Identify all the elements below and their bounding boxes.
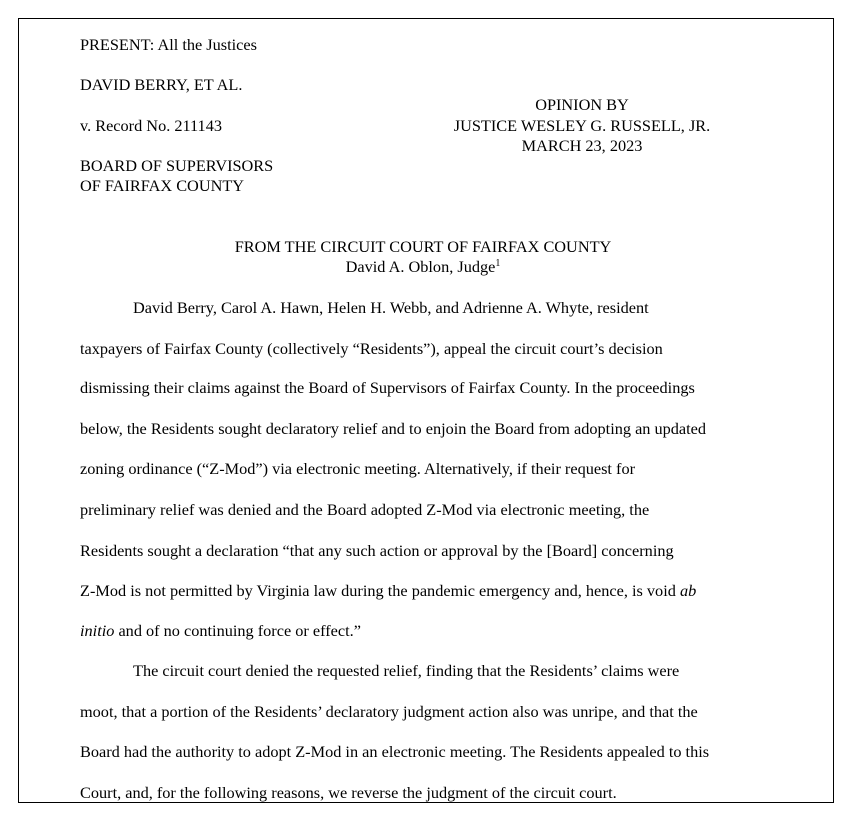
paragraph-2-line-3: Board had the authority to adopt Z-Mod in an electronic meeting. The Residents appealed to this (80, 742, 710, 761)
latin-initio: initio (80, 621, 115, 640)
paragraph-1-line-7: Residents sought a declaration “that any such action or approval by the [Board] concerning (80, 541, 674, 560)
present-line: PRESENT: All the Justices (80, 35, 257, 54)
paragraph-1-line-5: zoning ordinance (“Z-Mod”) via electronic meeting. Alternatively, if their request for (80, 459, 636, 478)
paragraph-1-line-6: preliminary relief was denied and the Board adopted Z-Mod via electronic meeting, the (80, 500, 650, 519)
record-number: v. Record No. 211143 (80, 116, 222, 135)
paragraph-2-line-2: moot, that a portion of the Residents’ declaratory judgment action also was unripe, and that the (80, 702, 698, 721)
paragraph-2-line-4: Court, and, for the following reasons, we reverse the judgment of the circuit court. (80, 783, 617, 802)
paragraph-1-line-9 (80, 621, 361, 641)
paragraph-1-line-8-text: Z-Mod is not permitted by Virginia law during the pandemic emergency and, hence, is void (80, 581, 680, 600)
paragraph-1-line-3: dismissing their claims against the Board of Supervisors of Fairfax County. In the proceedings (80, 378, 695, 397)
opinion-date: MARCH 23, 2023 (521, 136, 643, 155)
opinion-by-label: OPINION BY (535, 95, 629, 114)
appellant-name: DAVID BERRY, ET AL. (80, 75, 243, 94)
latin-ab: ab (679, 581, 697, 600)
paragraph-1-line-4: below, the Residents sought declaratory relief and to enjoin the Board from adopting an updated (80, 419, 707, 438)
justice-name: JUSTICE WESLEY G. RUSSELL, JR. (453, 116, 711, 135)
appellee-name-line2: OF FAIRFAX COUNTY (80, 176, 245, 195)
footnote-marker[interactable]: 1 (495, 258, 501, 269)
paragraph-1-line-2: taxpayers of Fairfax County (collectively “Residents”), appeal the circuit court’s decision (80, 339, 663, 358)
paragraph-1-line-1: David Berry, Carol A. Hawn, Helen H. Webb, and Adrienne A. Whyte, resident (133, 298, 649, 317)
paragraph-1-line-8 (80, 581, 696, 601)
page-bottom-border (18, 802, 834, 803)
trial-judge-name: David A. Oblon, Judge (345, 257, 496, 276)
paragraph-1-line-9-text: and of no continuing force or effect.” (114, 621, 361, 640)
trial-judge (18, 257, 828, 277)
paragraph-2-line-1: The circuit court denied the requested relief, finding that the Residents’ claims were (133, 661, 680, 680)
court-origin: FROM THE CIRCUIT COURT OF FAIRFAX COUNTY (234, 237, 612, 256)
appellee-name-line1: BOARD OF SUPERVISORS (80, 156, 274, 175)
